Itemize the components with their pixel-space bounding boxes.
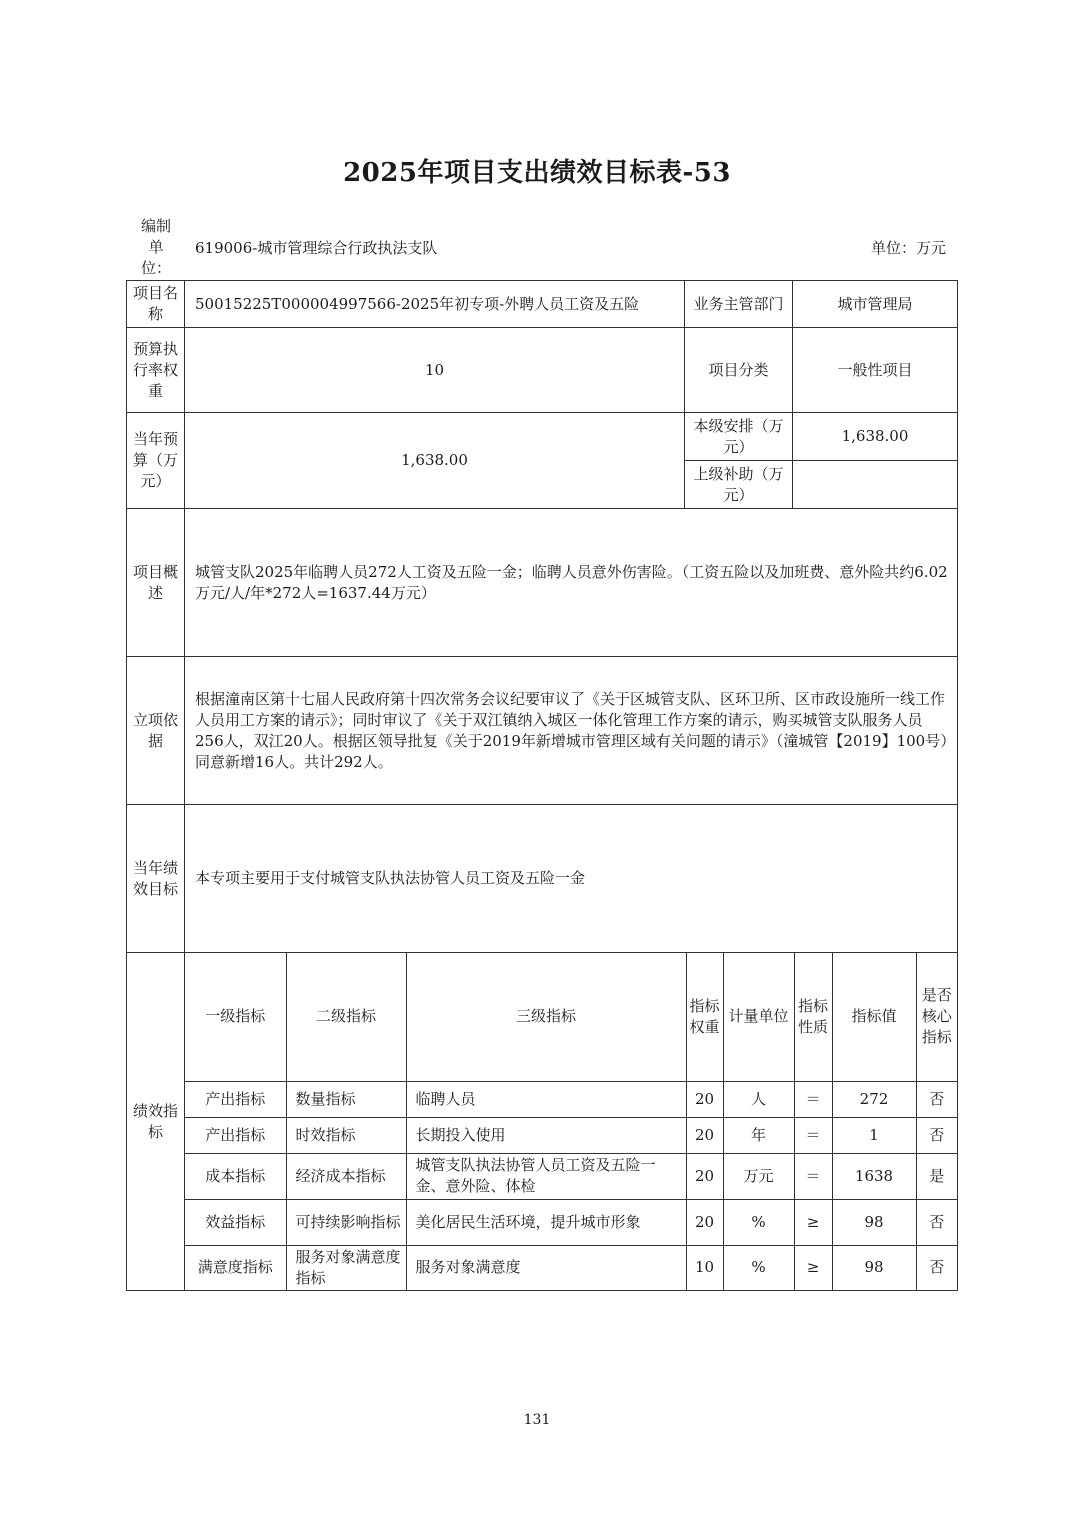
basis-label: 立项依据	[127, 657, 185, 805]
header-level1: 一级指标	[205, 1007, 266, 1026]
cell-level1: 满意度指标	[185, 1245, 286, 1290]
cell-nature: ＝	[794, 1117, 832, 1153]
cell-unit: 万元	[723, 1153, 794, 1199]
cell-core: 否	[916, 1117, 957, 1153]
cell-core: 否	[916, 1199, 957, 1245]
cell-level3: 服务对象满意度	[406, 1245, 686, 1290]
cell-weight: 20	[686, 1199, 723, 1245]
cell-level2: 经济成本指标	[286, 1153, 406, 1199]
cell-weight: 20	[686, 1153, 723, 1199]
cell-unit: %	[723, 1199, 794, 1245]
cell-level3: 长期投入使用	[406, 1117, 686, 1153]
category-value: 一般性项目	[793, 328, 958, 413]
cell-level1: 成本指标	[185, 1153, 286, 1199]
cell-nature: ＝	[794, 1081, 832, 1117]
dept-value: 城市管理局	[793, 281, 958, 328]
category-label: 项目分类	[685, 328, 793, 413]
project-name-label: 项目名称	[127, 281, 185, 328]
table-row	[185, 1199, 957, 1245]
cell-level3: 临聘人员	[406, 1081, 686, 1117]
page-title: 2025年项目支出绩效目标表-53	[343, 158, 731, 188]
goal-value: 本专项主要用于支付城管支队执法协管人员工资及五险一金	[185, 805, 958, 953]
cell-weight: 10	[686, 1245, 723, 1290]
cell-nature: ≥	[794, 1245, 832, 1290]
cell-weight: 20	[686, 1117, 723, 1153]
table-row	[185, 1117, 957, 1153]
local-value: 1,638.00	[793, 413, 958, 461]
cell-unit: 人	[723, 1081, 794, 1117]
overview-label: 项目概述	[127, 509, 185, 657]
upper-label: 上级补助（万元）	[685, 461, 793, 509]
cell-level1: 产出指标	[185, 1117, 286, 1153]
budget-label: 当年预算（万元）	[127, 413, 185, 509]
org-name: 619006-城市管理综合行政执法支队	[195, 239, 438, 257]
cell-value: 1	[832, 1117, 916, 1153]
cell-value: 1638	[832, 1153, 916, 1199]
cell-level3: 城管支队执法协管人员工资及五险一金、意外险、体检	[406, 1153, 686, 1199]
cell-level1: 效益指标	[185, 1199, 286, 1245]
performance-table	[126, 280, 958, 1291]
exec-rate-value: 10	[185, 328, 685, 413]
dept-label: 业务主管部门	[685, 281, 793, 328]
header-core: 是否核心指标	[916, 953, 957, 1081]
cell-value: 272	[832, 1081, 916, 1117]
table-row	[185, 1081, 957, 1117]
header-unit: 计量单位	[723, 953, 794, 1081]
exec-rate-label: 预算执行率权重	[127, 328, 185, 413]
header-level3: 三级指标	[406, 953, 686, 1081]
header-weight: 指标权重	[686, 953, 723, 1081]
cell-level2: 数量指标	[286, 1081, 406, 1117]
cell-core: 否	[916, 1081, 957, 1117]
cell-core: 否	[916, 1245, 957, 1290]
header-level2: 二级指标	[286, 953, 406, 1081]
upper-value	[793, 461, 958, 509]
cell-nature: ＝	[794, 1153, 832, 1199]
page-number: 131	[523, 1412, 551, 1428]
indicators-cell	[185, 953, 958, 1291]
overview-value: 城管支队2025年临聘人员272人工资及五险一金；临聘人员意外伤害险。（工资五险以及加班费、意外险共约6.02万元/人/年*272人=1637.44万元）	[185, 509, 958, 657]
cell-level3: 美化居民生活环境，提升城市形象	[406, 1199, 686, 1245]
header-value: 指标值	[832, 953, 916, 1081]
cell-unit: 年	[723, 1117, 794, 1153]
cell-unit: %	[723, 1245, 794, 1290]
cell-level2: 时效指标	[286, 1117, 406, 1153]
cell-value: 98	[832, 1199, 916, 1245]
cell-nature: ≥	[794, 1199, 832, 1245]
goal-label: 当年绩效目标	[127, 805, 185, 953]
cell-level1: 产出指标	[185, 1081, 286, 1117]
unit-label: 单位：万元	[870, 239, 946, 257]
cell-level2: 可持续影响指标	[286, 1199, 406, 1245]
table-row	[185, 1153, 957, 1199]
table-row	[185, 1245, 957, 1290]
header-nature: 指标性质	[794, 953, 832, 1081]
cell-value: 98	[832, 1245, 916, 1290]
project-name-value: 50015225T000004997566-2025年初专项-外聘人员工资及五险	[185, 281, 685, 328]
cell-level2: 服务对象满意度指标	[286, 1245, 406, 1290]
cell-core: 是	[916, 1153, 957, 1199]
cell-weight: 20	[686, 1081, 723, 1117]
local-label: 本级安排（万元）	[685, 413, 793, 461]
indicators-label: 绩效指标	[127, 953, 185, 1291]
basis-value: 根据潼南区第十七届人民政府第十四次常务会议纪要审议了《关于区城管支队、区环卫所、区市政设施所一线工作人员用工方案的请示》；同时审议了《关于双江镇纳入城区一体化管理工作方案的请示，购买城管支队服务人员256人，双江20人。根据区领导批复《关于2019年新增城市管理区域有关问题的请示》（潼城管【2019】100号）同意新增16人。共计292人。	[185, 657, 958, 805]
org-label: 编制单位：	[140, 217, 171, 277]
budget-value: 1,638.00	[185, 413, 685, 509]
indicators-table	[185, 953, 957, 1290]
